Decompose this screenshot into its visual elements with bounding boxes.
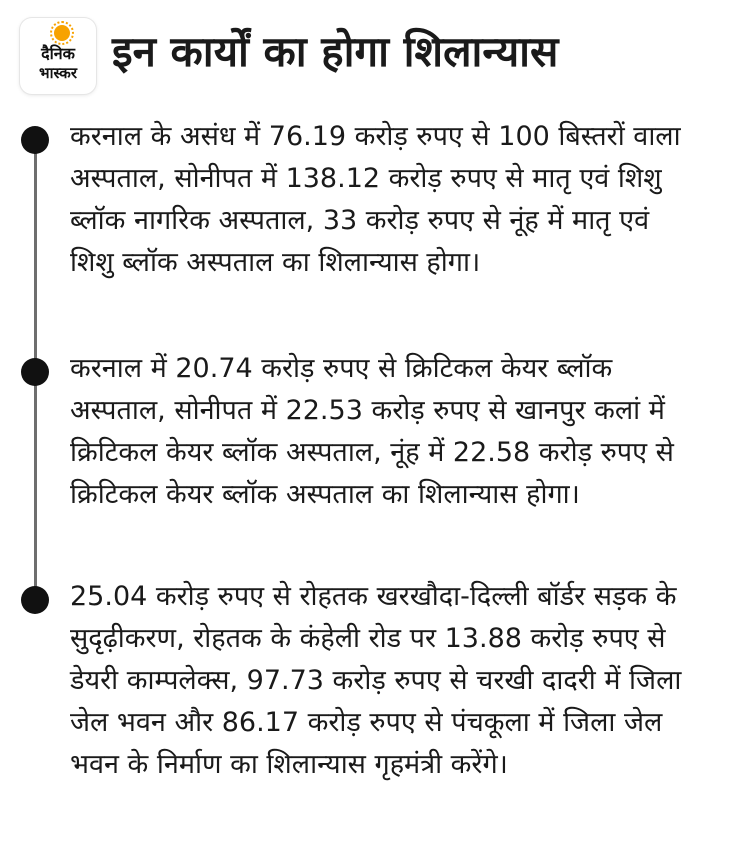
sun-icon: [54, 25, 70, 41]
logo-text-line1: दैनिक: [41, 44, 75, 63]
header: [20, 18, 710, 98]
logo-text-line2: भास्कर: [39, 64, 77, 82]
bullet-dot-icon: [21, 586, 49, 614]
dainik-bhaskar-logo: [20, 18, 96, 94]
list-item-text: करनाल में 20.74 करोड़ रुपए से क्रिटिकल केयर ब्लॉक अस्पताल, सोनीपत में 22.53 करोड़ रुपए से खानपुर कलां में क्रिटिकल केयर ब्लॉक अस्पताल, नूंह में 22.58 करोड़ रुपए से क्रिटिकल केयर ब्लॉक अस्पताल का शिलान्यास होगा।: [70, 353, 674, 510]
list-item-text: 25.04 करोड़ रुपए से रोहतक खरखौदा-दिल्ली बॉर्डर सड़क के सुदृढ़ीकरण, रोहतक के कंहेली रोड पर 13.88 करोड़ रुपए से डेयरी काम्पलेक्स, 97.73 करोड़ रुपए से चरखी दादरी में जिला जेल भवन और 86.17 करोड़ रुपए से पंचकूला में जिला जेल भवन के निर्माण का शिलान्यास गृहमंत्री करेंगे।: [70, 581, 682, 780]
list-item-text: करनाल के असंध में 76.19 करोड़ रुपए से 100 बिस्तरों वाला अस्पताल, सोनीपत में 138.12 करोड़ रुपए से मातृ एवं शिशु ब्लॉक नागरिक अस्पताल, 33 करोड़ रुपए से नूंह में मातृ एवं शिशु ब्लॉक अस्पताल का शिलान्यास होगा।: [70, 121, 681, 278]
bullet-dot-icon: [21, 358, 49, 386]
bullet-dot-icon: [21, 126, 49, 154]
page-title: इन कार्यों का होगा शिलान्यास: [112, 27, 559, 76]
